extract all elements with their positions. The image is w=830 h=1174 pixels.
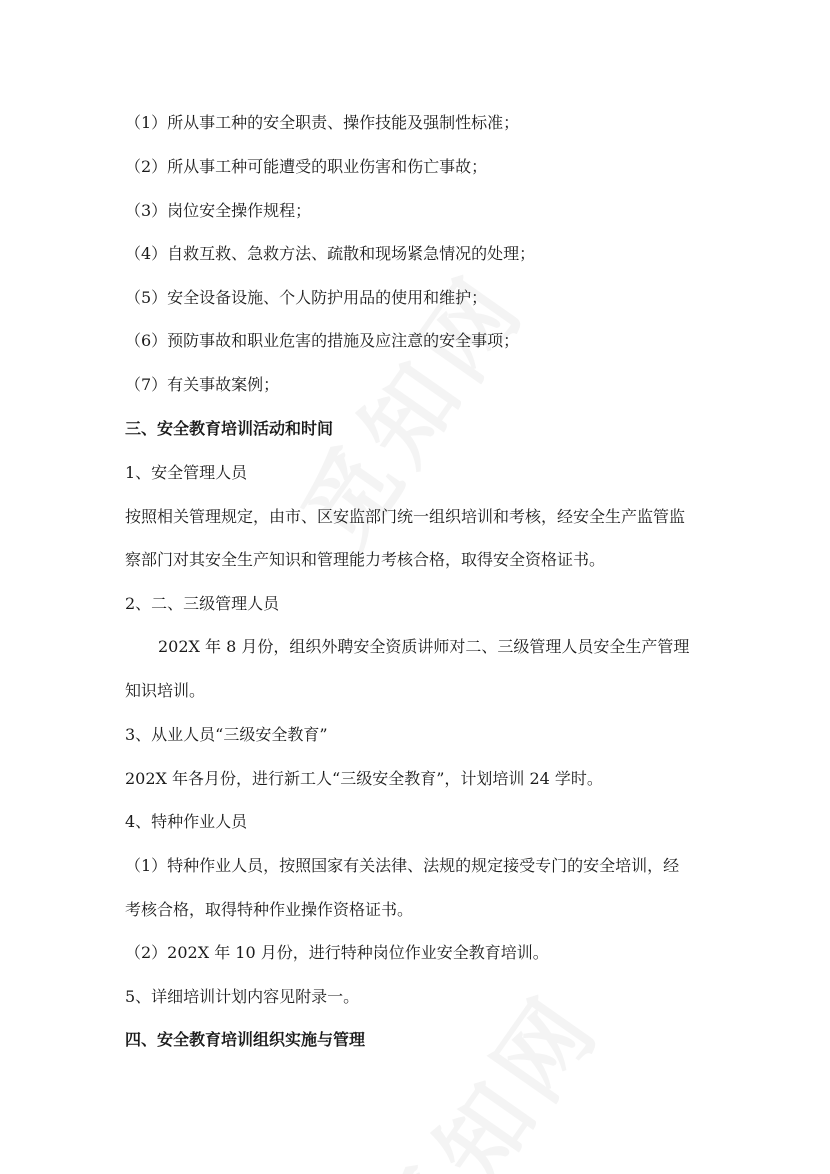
paragraph-line: 按照相关管理规定，由市、区安监部门统一组织培训和考核，经安全生产监管监 — [125, 507, 686, 526]
section-heading: 四、安全教育培训组织实施与管理 — [125, 1030, 366, 1049]
paragraph-line: 察部门对其安全生产知识和管理能力考核合格，取得安全资格证书。 — [125, 550, 606, 569]
section-heading: 三、安全教育培训活动和时间 — [125, 419, 334, 438]
list-item: （1）所从事工种的安全职责、操作技能及强制性标准； — [125, 113, 520, 132]
subsection-heading: 1、安全管理人员 — [125, 463, 248, 482]
paragraph-line: 考核合格，取得特种作业操作资格证书。 — [125, 900, 414, 919]
watermark — [341, 963, 625, 1174]
list-item: （5）安全设备设施、个人防护用品的使用和维护； — [125, 288, 488, 307]
paragraph-line: 202X 年各月份，进行新工人“三级安全教育”，计划培训 24 学时。 — [125, 769, 603, 788]
subsection-heading: 2、二、三级管理人员 — [125, 594, 280, 613]
list-item: （6）预防事故和职业危害的措施及应注意的安全事项； — [125, 331, 520, 350]
paragraph-line: （1）特种作业人员，按照国家有关法律、法规的规定接受专门的安全培训，经 — [125, 856, 680, 875]
list-item: （7）有关事故案例； — [125, 375, 280, 394]
subsection-heading: 3、从业人员“三级安全教育” — [125, 725, 328, 744]
subsection-heading: 5、详细培训计划内容见附录一。 — [125, 987, 360, 1006]
list-item: （3）岗位安全操作规程； — [125, 201, 312, 220]
paragraph-line: （2）202X 年 10 月份，进行特种岗位作业安全教育培训。 — [125, 943, 549, 962]
subsection-heading: 4、特种作业人员 — [125, 812, 248, 831]
list-item: （2）所从事工种可能遭受的职业伤害和伤亡事故； — [125, 157, 488, 176]
list-item: （4）自救互救、急救方法、疏散和现场紧急情况的处理； — [125, 244, 536, 263]
paragraph-line: 知识培训。 — [125, 681, 206, 700]
paragraph-line: 202X 年 8 月份，组织外聘安全资质讲师对二、三级管理人员安全生产管理 — [158, 637, 690, 656]
